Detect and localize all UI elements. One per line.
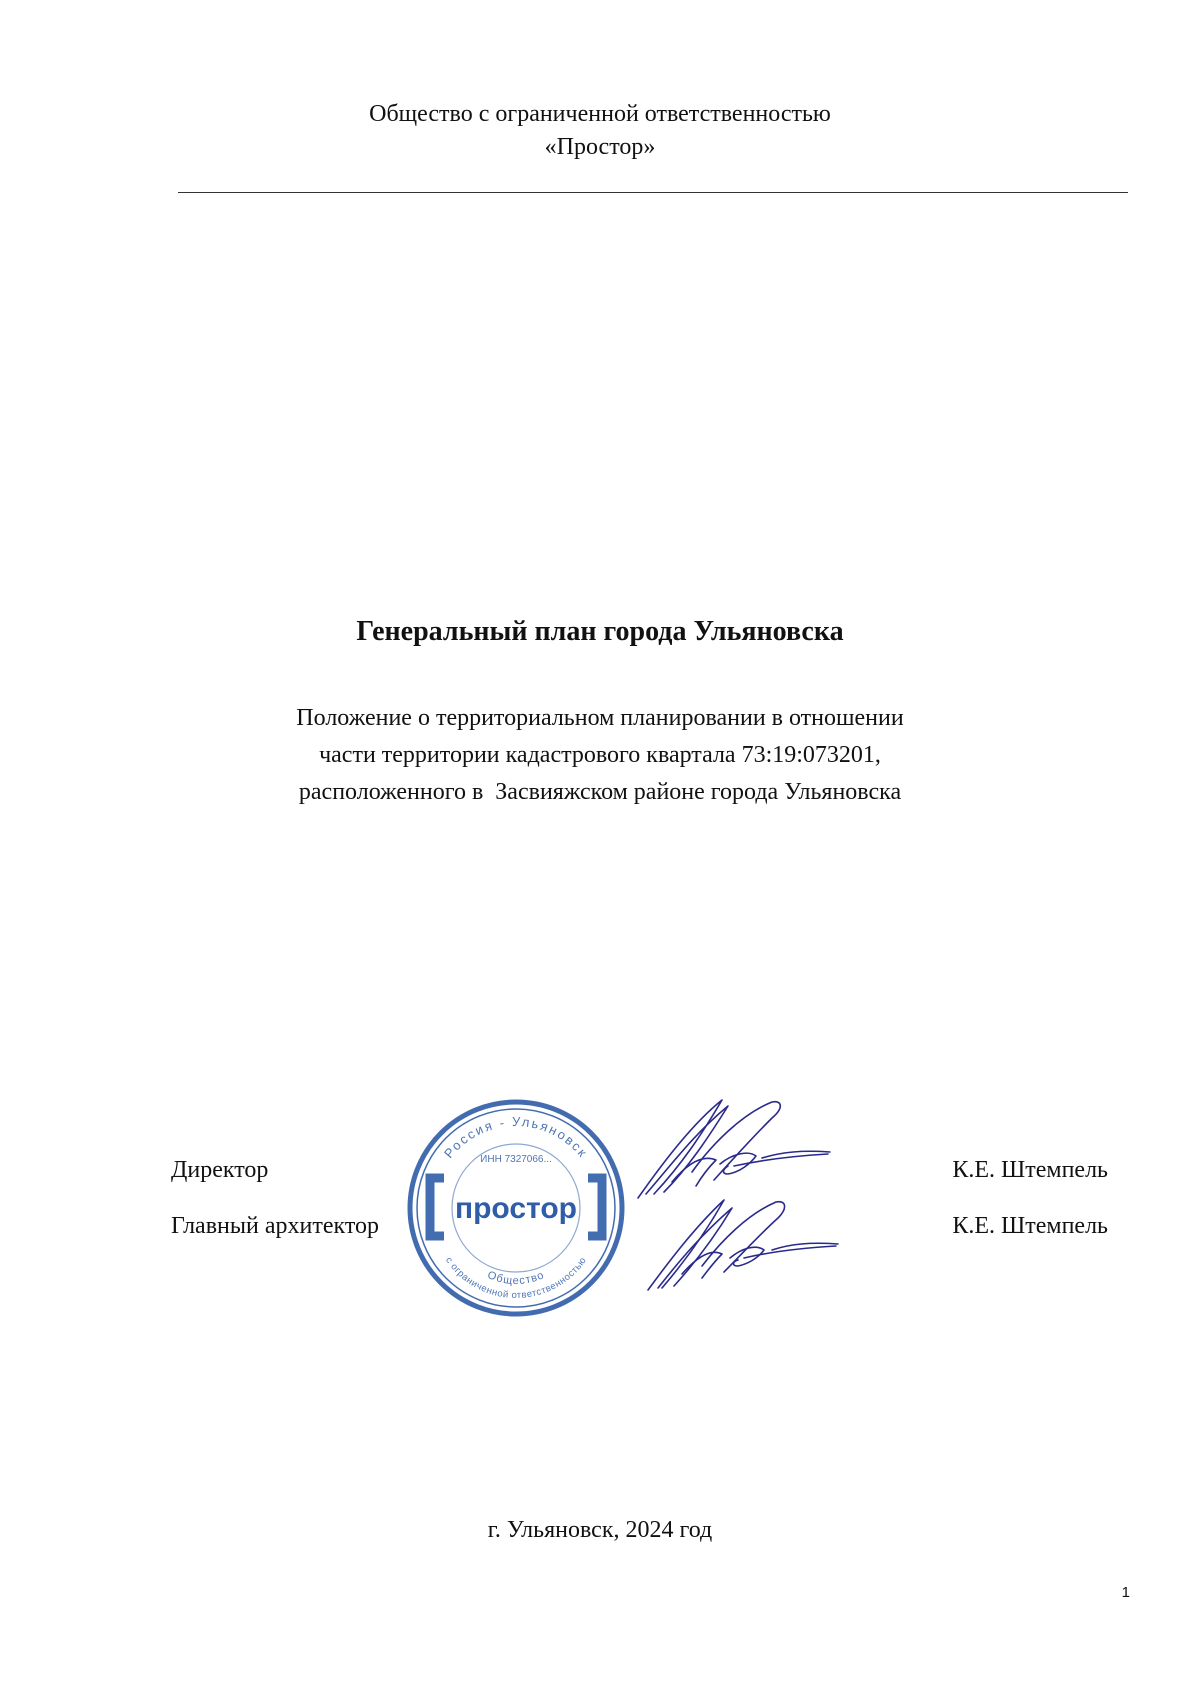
subtitle-line2: части территории кадастрового квартала 73:19:073201, (319, 742, 881, 768)
subtitle-line1: Положение о территориальном планировании в отношении (296, 705, 904, 731)
page-number: 1 (1121, 1584, 1130, 1601)
subtitle-line3: расположенного в Засвияжском районе города Ульяновска (298, 779, 902, 805)
stamp-inn-number: ИНН 7327066... (480, 1154, 552, 1165)
architect-name: К.Е. Штемпель (952, 1213, 1108, 1239)
document-subtitle (0, 700, 1200, 811)
header-divider (178, 192, 1128, 193)
place-and-year: г. Ульяновск, 2024 год (487, 1517, 713, 1543)
architect-signature (640, 1190, 850, 1300)
director-name: К.Е. Штемпель (952, 1157, 1108, 1183)
stamp-center-text: простор (454, 1192, 578, 1225)
company-seal-stamp (404, 1096, 628, 1320)
stamp-ring-top-text: Россия - Ульяновск (440, 1113, 592, 1161)
architect-role: Главный архитектор (171, 1213, 379, 1239)
stamp-ring-bottom-text: с ограниченной ответственностью (443, 1255, 589, 1302)
org-name-line1: Общество с ограниченной ответственностью (369, 101, 831, 127)
org-name-line2: «Простор» (544, 134, 656, 160)
document-title: Генеральный план города Ульяновска (356, 616, 844, 647)
stamp-inn-text: Общество (485, 1269, 547, 1288)
director-signature (632, 1094, 842, 1204)
director-role: Директор (171, 1157, 269, 1183)
